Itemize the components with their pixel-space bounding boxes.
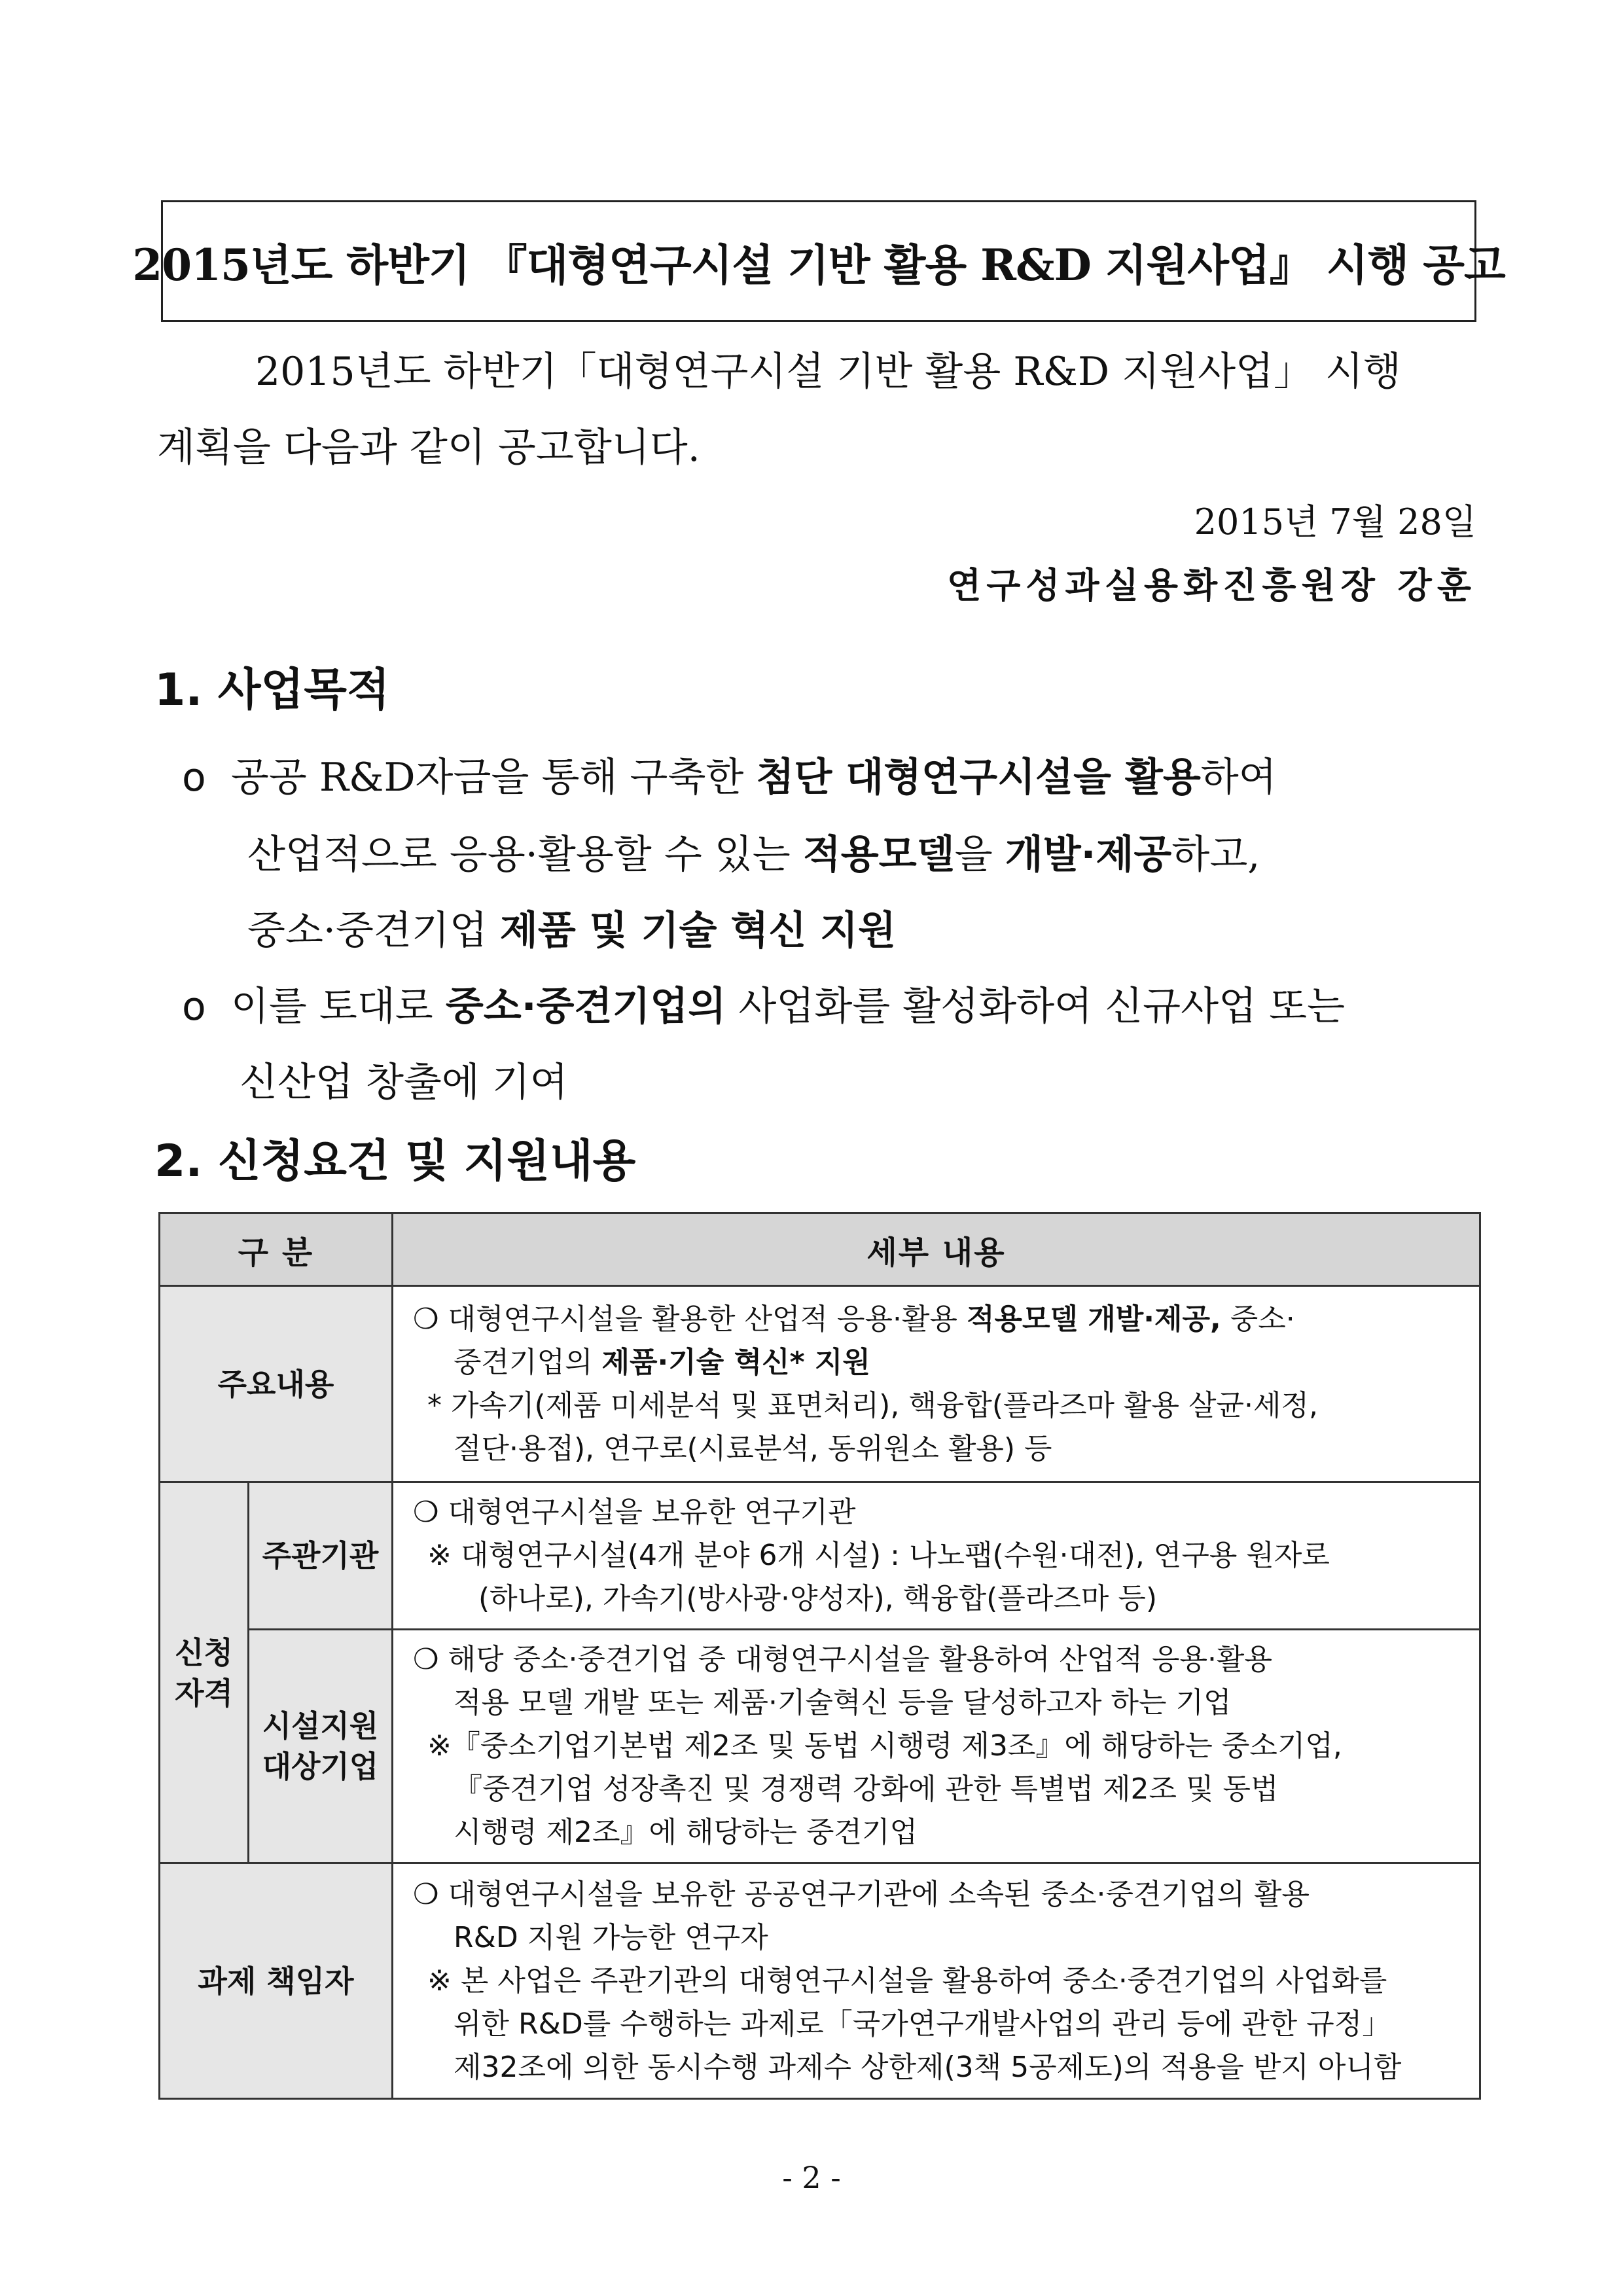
- purpose-bullet-1-line-1: [182, 746, 1277, 802]
- emphasis-text: 개발·제공: [1005, 832, 1172, 878]
- text-span: 이를 토대로: [230, 984, 446, 1030]
- section-2-heading: 2. 신청요건 및 지원내용: [154, 1136, 636, 1187]
- table-header-row: [160, 1213, 1480, 1286]
- row-content-lead-institution: [393, 1482, 1480, 1630]
- table-row: [160, 1630, 1480, 1863]
- purpose-bullet-2-line-2: 신산업 창출에 기여: [240, 1060, 568, 1105]
- label-line: 시설지원: [262, 1708, 379, 1744]
- content-line: ❍ 대형연구시설을 보유한 공공연구기관에 소속된 중소·중견기업의 활용: [413, 1877, 1310, 1911]
- text-span: 하고,: [1171, 832, 1260, 878]
- content-line: * 가속기(제품 미세분석 및 표면처리), 핵융합(플라즈마 활용 살균·세정,: [427, 1388, 1318, 1422]
- row-label-target-companies: [249, 1630, 393, 1863]
- row-content-project-leader: [393, 1863, 1480, 2099]
- text-span: 중소·: [1221, 1302, 1295, 1336]
- text-span: 중견기업의: [454, 1345, 602, 1379]
- content-line: 절단·용접), 연구로(시료분석, 동위원소 활용) 등: [454, 1431, 1052, 1465]
- content-line: 위한 R&D를 수행하는 과제로「국가연구개발사업의 관리 등에 관한 규정」: [454, 2007, 1391, 2041]
- requirements-table: [158, 1212, 1481, 2100]
- purpose-bullet-1-line-2: [247, 823, 1260, 880]
- emphasis-text: 제품 및 기술 혁신 지원: [499, 908, 897, 954]
- content-line: ※ 본 사업은 주관기관의 대형연구시설을 활용하여 중소·중견기업의 사업화를: [427, 1964, 1387, 1998]
- text-span: 산업적으로 응용·활용할 수 있는: [247, 832, 803, 878]
- table-row: [160, 1482, 1480, 1630]
- text-span: 사업화를 활성화하여 신규사업 또는: [726, 984, 1346, 1030]
- title-box: [132, 200, 1505, 322]
- row-label-project-leader: 과제 책임자: [160, 1863, 393, 2099]
- text-span: 중소·중견기업: [247, 908, 500, 954]
- row-content-target-companies: [393, 1630, 1480, 1863]
- label-line: 대상기업: [262, 1749, 379, 1784]
- intro-line-2: 계획을 다음과 같이 공고합니다.: [157, 425, 700, 471]
- content-line: 제32조에 의한 동시수행 과제수 상한제(3책 5공제도)의 적용을 받지 아니함: [454, 2050, 1402, 2084]
- text-span: ❍ 대형연구시설을 활용한 산업적 응용·활용: [413, 1302, 967, 1336]
- row-label-lead-institution: 주관기관: [249, 1482, 393, 1630]
- header-details: 세부 내용: [393, 1213, 1480, 1286]
- content-line: ※『중소기업기본법 제2조 및 동법 시행령 제3조』에 해당하는 중소기업,: [427, 1729, 1342, 1763]
- content-line: 적용 모델 개발 또는 제품·기술혁신 등을 달성하고자 하는 기업: [454, 1686, 1232, 1719]
- announcement-date: 2015년 7월 28일: [1194, 501, 1476, 543]
- row-content-main-content: [393, 1286, 1480, 1482]
- content-line: ❍ 대형연구시설을 보유한 연구기관: [413, 1496, 856, 1529]
- emphasis-text: 중소·중견기업의: [445, 984, 726, 1030]
- section-1-heading: 1. 사업목적: [154, 664, 390, 716]
- content-line: 시행령 제2조』에 해당하는 중견기업: [454, 1816, 918, 1849]
- page-number: - 2 -: [782, 2160, 841, 2195]
- content-line: (하나로), 가속기(방사광·양성자), 핵융합(플라즈마 등): [478, 1582, 1158, 1615]
- table-row: [160, 1863, 1480, 2099]
- text-span: 공공 R&D자금을 통해 구축한: [230, 755, 757, 800]
- emphasis-text: 적용모델: [802, 832, 955, 878]
- emphasis-text: 제품·기술 혁신* 지원: [601, 1345, 870, 1379]
- content-line: [413, 1298, 1470, 1341]
- signature: 연구성과실용화진흥원장 강훈: [947, 565, 1476, 606]
- purpose-bullet-1-line-3: [247, 899, 896, 956]
- header-category: 구 분: [160, 1213, 393, 1286]
- intro-line-1: 2015년도 하반기「대형연구시설 기반 활용 R&D 지원사업」 시행: [255, 349, 1401, 395]
- content-line: [413, 1341, 1470, 1384]
- document-title: 2015년도 하반기 『대형연구시설 기반 활용 R&D 지원사업』 시행 공고: [132, 239, 1505, 291]
- content-line: 『중견기업 성장촉진 및 경쟁력 강화에 관한 특별법 제2조 및 동법: [454, 1772, 1279, 1806]
- emphasis-text: 적용모델 개발·제공,: [966, 1302, 1221, 1336]
- text-span: 하여: [1200, 755, 1277, 800]
- bullet-mark: o: [182, 984, 206, 1030]
- purpose-bullet-2-line-1: [182, 975, 1345, 1031]
- label-line: 자격: [175, 1675, 233, 1711]
- row-label-eligibility: [160, 1482, 249, 1863]
- text-span: 을: [954, 832, 1005, 878]
- table-row: [160, 1286, 1480, 1482]
- content-line: R&D 지원 가능한 연구자: [454, 1920, 768, 1954]
- content-line: ❍ 해당 중소·중견기업 중 대형연구시설을 활용하여 산업적 응용·활용: [413, 1643, 1272, 1676]
- row-label-main-content: 주요내용: [160, 1286, 393, 1482]
- content-line: ※ 대형연구시설(4개 분야 6개 시설) : 나노팹(수원·대전), 연구용 원자로: [427, 1539, 1330, 1572]
- label-line: 신청: [175, 1634, 233, 1670]
- emphasis-text: 첨단 대형연구시설을 활용: [756, 755, 1201, 800]
- bullet-mark: o: [182, 755, 206, 800]
